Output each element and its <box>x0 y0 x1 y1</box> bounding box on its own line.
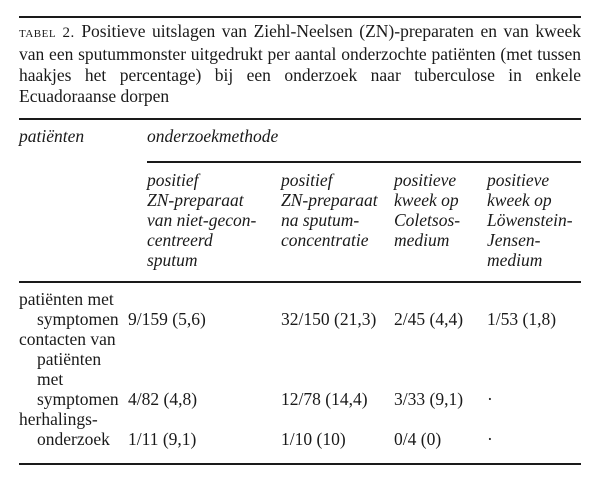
cell-r3-c2: 1/10 (10) <box>281 429 346 449</box>
cell-r3-c3: 0/4 (0) <box>394 429 442 449</box>
group-header: onderzoekmethode <box>147 126 279 146</box>
col4-line: kweek op <box>487 190 552 210</box>
row-label-line: symptomen <box>37 309 119 329</box>
top-rule <box>19 16 581 18</box>
row-label-line: onderzoek <box>37 429 110 449</box>
row-label-line: symptomen <box>37 389 119 409</box>
col3-line: medium <box>394 230 450 250</box>
col4-line: Löwenstein- <box>487 210 573 230</box>
cell-r1-c2: 32/150 (21,3) <box>281 309 377 329</box>
row-label-line: herhalings- <box>19 409 98 429</box>
col3-line: Coletsos- <box>394 210 461 230</box>
cell-r2-c3: 3/33 (9,1) <box>394 389 464 409</box>
column-header-4 <box>487 170 573 270</box>
row-label-line: patiënten met <box>19 289 114 309</box>
col1-line: positief <box>147 170 199 190</box>
cell-r2-c4: · <box>487 389 493 409</box>
col1-line: sputum <box>147 250 198 270</box>
col1-line: van niet-gecon- <box>147 210 257 230</box>
caption-label: tabel 2. <box>19 25 75 41</box>
caption-text: Positieve uitslagen van Ziehl-Neelsen (ZN)-preparaten en van kweek van een sputummonster uitgedrukt per aantal onderzochte patiënten (met tussen haakjes het percentage) bij een onderzoek naar tuberculose in enkele Ecuadoraanse dorpen <box>19 21 582 106</box>
cell-r2-c1: 4/82 (4,8) <box>128 389 198 409</box>
row-label-2 <box>19 329 119 409</box>
col1-line: centreerd <box>147 230 213 250</box>
column-header-2 <box>281 170 378 250</box>
cell-r2-c2: 12/78 (14,4) <box>281 389 368 409</box>
row-header: patiënten <box>19 126 85 146</box>
col3-line: kweek op <box>394 190 459 210</box>
table-caption <box>19 21 581 107</box>
col4-line: Jensen- <box>487 230 541 250</box>
group-rule <box>147 161 581 163</box>
col4-line: medium <box>487 250 543 270</box>
column-header-3 <box>394 170 460 250</box>
row-label-3 <box>19 409 110 449</box>
bottom-rule <box>19 463 581 465</box>
row-label-line: met <box>37 369 64 389</box>
col2-line: positief <box>281 170 333 190</box>
row-label-line: contacten van <box>19 329 116 349</box>
cell-r1-c3: 2/45 (4,4) <box>394 309 464 329</box>
cell-r1-c4: 1/53 (1,8) <box>487 309 557 329</box>
column-header-1 <box>147 170 256 270</box>
row-label-1 <box>19 289 119 329</box>
cell-r3-c1: 1/11 (9,1) <box>128 429 197 449</box>
cell-r1-c1: 9/159 (5,6) <box>128 309 206 329</box>
col2-line: na sputum- <box>281 210 360 230</box>
col3-line: positieve <box>394 170 457 190</box>
col4-line: positieve <box>487 170 550 190</box>
col2-line: concentratie <box>281 230 369 250</box>
col2-line: ZN-preparaat <box>281 190 378 210</box>
col1-line: ZN-preparaat <box>147 190 244 210</box>
header-rule <box>19 118 581 120</box>
cell-r3-c4: · <box>487 429 493 449</box>
row-label-line: patiënten <box>37 349 102 369</box>
body-rule <box>19 281 581 283</box>
